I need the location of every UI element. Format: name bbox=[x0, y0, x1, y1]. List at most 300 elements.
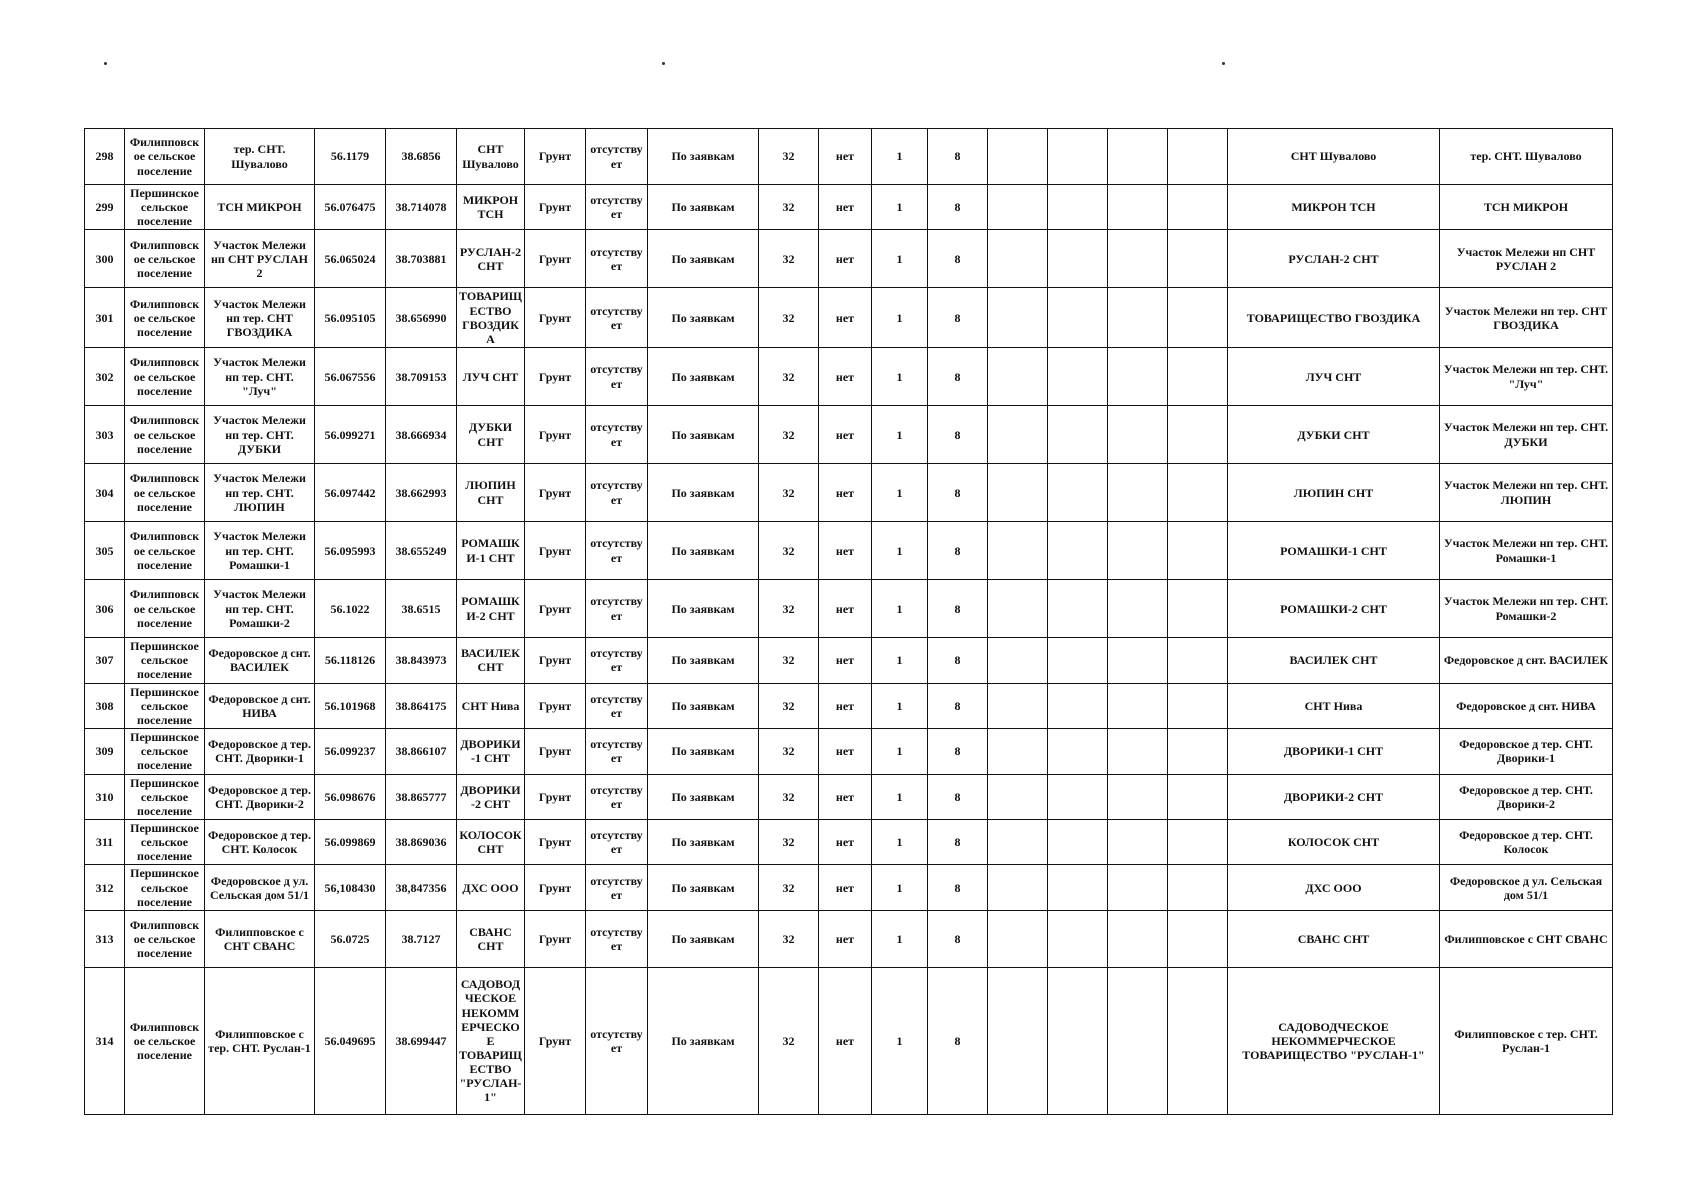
container-count-cell: 1 bbox=[872, 522, 928, 580]
empty-cell-cell bbox=[1048, 774, 1108, 819]
surface-type-cell: Грунт bbox=[525, 819, 586, 864]
settlement-cell: Першинское сельское поселение bbox=[125, 865, 205, 910]
empty-cell-cell bbox=[988, 129, 1048, 185]
shelter-cell: отсутствует bbox=[586, 348, 648, 406]
surface-type-cell: Грунт bbox=[525, 348, 586, 406]
schedule-cell: По заявкам bbox=[648, 819, 759, 864]
latitude-cell: 56.076475 bbox=[315, 185, 386, 230]
row-number-cell: 301 bbox=[85, 288, 125, 348]
empty-cell-cell bbox=[988, 910, 1048, 967]
surface-type-cell: Грунт bbox=[525, 230, 586, 288]
total-volume-cell: 8 bbox=[928, 406, 988, 464]
volume-cell: 32 bbox=[759, 967, 819, 1114]
settlement-cell: Першинское сельское поселение bbox=[125, 185, 205, 230]
empty-cell-cell bbox=[1108, 967, 1168, 1114]
empty-cell-cell bbox=[988, 638, 1048, 683]
empty-cell-cell bbox=[1168, 729, 1228, 774]
empty-cell-cell bbox=[1168, 348, 1228, 406]
latitude-cell: 56.0725 bbox=[315, 910, 386, 967]
volume-cell: 32 bbox=[759, 464, 819, 522]
row-number-cell: 302 bbox=[85, 348, 125, 406]
site-name-cell: СНТ Шувалово bbox=[457, 129, 525, 185]
address-cell: Участок Мележи нп тер. СНТ. ЛЮПИН bbox=[205, 464, 315, 522]
empty-cell-cell bbox=[1168, 580, 1228, 638]
shelter-cell: отсутствует bbox=[586, 580, 648, 638]
row-number-cell: 299 bbox=[85, 185, 125, 230]
owner-address-cell: Участок Мележи нп тер. СНТ. "Луч" bbox=[1440, 348, 1613, 406]
row-number-cell: 313 bbox=[85, 910, 125, 967]
address-cell: тер. СНТ. Шувалово bbox=[205, 129, 315, 185]
empty-cell-cell bbox=[1108, 288, 1168, 348]
empty-cell-cell bbox=[1048, 406, 1108, 464]
waste-sites-table bbox=[84, 128, 1613, 1115]
owner-address-cell: Участок Мележи нп СНТ РУСЛАН 2 bbox=[1440, 230, 1613, 288]
schedule-cell: По заявкам bbox=[648, 288, 759, 348]
shelter-cell: отсутствует bbox=[586, 967, 648, 1114]
shelter-cell: отсутствует bbox=[586, 288, 648, 348]
latitude-cell: 56.099271 bbox=[315, 406, 386, 464]
latitude-cell: 56.099869 bbox=[315, 819, 386, 864]
volume-cell: 32 bbox=[759, 865, 819, 910]
fence-cell: нет bbox=[819, 522, 872, 580]
latitude-cell: 56.067556 bbox=[315, 348, 386, 406]
longitude-cell: 38.6856 bbox=[386, 129, 457, 185]
surface-type-cell: Грунт bbox=[525, 910, 586, 967]
empty-cell-cell bbox=[1108, 729, 1168, 774]
empty-cell-cell bbox=[1168, 522, 1228, 580]
surface-type-cell: Грунт bbox=[525, 729, 586, 774]
site-name-cell: МИКРОН ТСН bbox=[457, 185, 525, 230]
total-volume-cell: 8 bbox=[928, 638, 988, 683]
empty-cell-cell bbox=[1168, 819, 1228, 864]
settlement-cell: Филипповское сельское поселение bbox=[125, 348, 205, 406]
empty-cell-cell bbox=[1048, 288, 1108, 348]
longitude-cell: 38.703881 bbox=[386, 230, 457, 288]
total-volume-cell: 8 bbox=[928, 129, 988, 185]
address-cell: Федоровское д тер. СНТ. Дворики-1 bbox=[205, 729, 315, 774]
address-cell: Участок Мележи нп тер. СНТ. Ромашки-2 bbox=[205, 580, 315, 638]
empty-cell-cell bbox=[1168, 774, 1228, 819]
longitude-cell: 38.656990 bbox=[386, 288, 457, 348]
owner-name-cell: ДХС ООО bbox=[1228, 865, 1440, 910]
latitude-cell: 56.101968 bbox=[315, 683, 386, 728]
schedule-cell: По заявкам bbox=[648, 185, 759, 230]
schedule-cell: По заявкам bbox=[648, 774, 759, 819]
empty-cell-cell bbox=[1048, 230, 1108, 288]
owner-name-cell: ДУБКИ СНТ bbox=[1228, 406, 1440, 464]
volume-cell: 32 bbox=[759, 683, 819, 728]
empty-cell-cell bbox=[1168, 683, 1228, 728]
table-row bbox=[85, 865, 1613, 910]
settlement-cell: Филипповское сельское поселение bbox=[125, 580, 205, 638]
surface-type-cell: Грунт bbox=[525, 638, 586, 683]
longitude-cell: 38.709153 bbox=[386, 348, 457, 406]
row-number-cell: 308 bbox=[85, 683, 125, 728]
address-cell: ТСН МИКРОН bbox=[205, 185, 315, 230]
settlement-cell: Першинское сельское поселение bbox=[125, 683, 205, 728]
owner-address-cell: Участок Мележи нп тер. СНТ. Ромашки-2 bbox=[1440, 580, 1613, 638]
container-count-cell: 1 bbox=[872, 910, 928, 967]
surface-type-cell: Грунт bbox=[525, 774, 586, 819]
total-volume-cell: 8 bbox=[928, 580, 988, 638]
empty-cell-cell bbox=[1048, 910, 1108, 967]
settlement-cell: Филипповское сельское поселение bbox=[125, 910, 205, 967]
total-volume-cell: 8 bbox=[928, 774, 988, 819]
row-number-cell: 312 bbox=[85, 865, 125, 910]
settlement-cell: Филипповское сельское поселение bbox=[125, 230, 205, 288]
longitude-cell: 38.866107 bbox=[386, 729, 457, 774]
shelter-cell: отсутствует bbox=[586, 774, 648, 819]
schedule-cell: По заявкам bbox=[648, 129, 759, 185]
fence-cell: нет bbox=[819, 580, 872, 638]
empty-cell-cell bbox=[1168, 967, 1228, 1114]
longitude-cell: 38.864175 bbox=[386, 683, 457, 728]
surface-type-cell: Грунт bbox=[525, 967, 586, 1114]
scan-dot bbox=[662, 62, 665, 65]
empty-cell-cell bbox=[1108, 185, 1168, 230]
longitude-cell: 38.843973 bbox=[386, 638, 457, 683]
latitude-cell: 56.1022 bbox=[315, 580, 386, 638]
fence-cell: нет bbox=[819, 638, 872, 683]
surface-type-cell: Грунт bbox=[525, 464, 586, 522]
fence-cell: нет bbox=[819, 683, 872, 728]
owner-address-cell: Федоровское д тер. СНТ. Дворики-2 bbox=[1440, 774, 1613, 819]
shelter-cell: отсутствует bbox=[586, 129, 648, 185]
empty-cell-cell bbox=[1048, 129, 1108, 185]
empty-cell-cell bbox=[1108, 348, 1168, 406]
schedule-cell: По заявкам bbox=[648, 464, 759, 522]
container-count-cell: 1 bbox=[872, 683, 928, 728]
table-row bbox=[85, 185, 1613, 230]
surface-type-cell: Грунт bbox=[525, 683, 586, 728]
row-number-cell: 314 bbox=[85, 967, 125, 1114]
schedule-cell: По заявкам bbox=[648, 638, 759, 683]
surface-type-cell: Грунт bbox=[525, 406, 586, 464]
empty-cell-cell bbox=[988, 729, 1048, 774]
empty-cell-cell bbox=[1168, 910, 1228, 967]
empty-cell-cell bbox=[988, 865, 1048, 910]
surface-type-cell: Грунт bbox=[525, 865, 586, 910]
fence-cell: нет bbox=[819, 185, 872, 230]
fence-cell: нет bbox=[819, 464, 872, 522]
volume-cell: 32 bbox=[759, 522, 819, 580]
owner-name-cell: ВАСИЛЕК СНТ bbox=[1228, 638, 1440, 683]
owner-name-cell: СНТ Нива bbox=[1228, 683, 1440, 728]
owner-name-cell: РОМАШКИ-1 СНТ bbox=[1228, 522, 1440, 580]
empty-cell-cell bbox=[1048, 819, 1108, 864]
total-volume-cell: 8 bbox=[928, 464, 988, 522]
schedule-cell: По заявкам bbox=[648, 910, 759, 967]
settlement-cell: Филипповское сельское поселение bbox=[125, 129, 205, 185]
container-count-cell: 1 bbox=[872, 865, 928, 910]
table-row bbox=[85, 522, 1613, 580]
owner-address-cell: Участок Мележи нп тер. СНТ ГВОЗДИКА bbox=[1440, 288, 1613, 348]
total-volume-cell: 8 bbox=[928, 288, 988, 348]
volume-cell: 32 bbox=[759, 406, 819, 464]
empty-cell-cell bbox=[1048, 580, 1108, 638]
longitude-cell: 38.865777 bbox=[386, 774, 457, 819]
latitude-cell: 56.049695 bbox=[315, 967, 386, 1114]
fence-cell: нет bbox=[819, 865, 872, 910]
shelter-cell: отсутствует bbox=[586, 522, 648, 580]
owner-name-cell: СВАНС СНТ bbox=[1228, 910, 1440, 967]
latitude-cell: 56.097442 bbox=[315, 464, 386, 522]
owner-address-cell: Федоровское д снт. ВАСИЛЕК bbox=[1440, 638, 1613, 683]
schedule-cell: По заявкам bbox=[648, 580, 759, 638]
address-cell: Участок Мележи нп СНТ РУСЛАН 2 bbox=[205, 230, 315, 288]
fence-cell: нет bbox=[819, 910, 872, 967]
schedule-cell: По заявкам bbox=[648, 522, 759, 580]
row-number-cell: 305 bbox=[85, 522, 125, 580]
latitude-cell: 56,108430 bbox=[315, 865, 386, 910]
site-name-cell: РОМАШКИ-2 СНТ bbox=[457, 580, 525, 638]
latitude-cell: 56.095993 bbox=[315, 522, 386, 580]
latitude-cell: 56.1179 bbox=[315, 129, 386, 185]
fence-cell: нет bbox=[819, 348, 872, 406]
empty-cell-cell bbox=[1108, 819, 1168, 864]
total-volume-cell: 8 bbox=[928, 185, 988, 230]
schedule-cell: По заявкам bbox=[648, 865, 759, 910]
table-row bbox=[85, 464, 1613, 522]
shelter-cell: отсутствует bbox=[586, 185, 648, 230]
address-cell: Участок Мележи нп тер. СНТ ГВОЗДИКА bbox=[205, 288, 315, 348]
owner-address-cell: Участок Мележи нп тер. СНТ. Ромашки-1 bbox=[1440, 522, 1613, 580]
site-name-cell: СНТ Нива bbox=[457, 683, 525, 728]
empty-cell-cell bbox=[1108, 580, 1168, 638]
address-cell: Филипповское с тер. СНТ. Руслан-1 bbox=[205, 967, 315, 1114]
container-count-cell: 1 bbox=[872, 580, 928, 638]
address-cell: Участок Мележи нп тер. СНТ. ДУБКИ bbox=[205, 406, 315, 464]
empty-cell-cell bbox=[988, 464, 1048, 522]
table-row bbox=[85, 406, 1613, 464]
row-number-cell: 310 bbox=[85, 774, 125, 819]
latitude-cell: 56.118126 bbox=[315, 638, 386, 683]
owner-address-cell: Федоровское д снт. НИВА bbox=[1440, 683, 1613, 728]
empty-cell-cell bbox=[1108, 638, 1168, 683]
scan-dot bbox=[1222, 62, 1225, 65]
site-name-cell: ДУБКИ СНТ bbox=[457, 406, 525, 464]
fence-cell: нет bbox=[819, 774, 872, 819]
volume-cell: 32 bbox=[759, 288, 819, 348]
shelter-cell: отсутствует bbox=[586, 819, 648, 864]
owner-address-cell: Участок Мележи нп тер. СНТ. ДУБКИ bbox=[1440, 406, 1613, 464]
latitude-cell: 56.095105 bbox=[315, 288, 386, 348]
schedule-cell: По заявкам bbox=[648, 230, 759, 288]
empty-cell-cell bbox=[1168, 464, 1228, 522]
longitude-cell: 38,847356 bbox=[386, 865, 457, 910]
empty-cell-cell bbox=[1168, 129, 1228, 185]
empty-cell-cell bbox=[988, 580, 1048, 638]
owner-address-cell: Филипповское с СНТ СВАНС bbox=[1440, 910, 1613, 967]
settlement-cell: Першинское сельское поселение bbox=[125, 774, 205, 819]
owner-name-cell: КОЛОСОК СНТ bbox=[1228, 819, 1440, 864]
empty-cell-cell bbox=[1108, 910, 1168, 967]
shelter-cell: отсутствует bbox=[586, 729, 648, 774]
volume-cell: 32 bbox=[759, 185, 819, 230]
site-name-cell: САДОВОДЧЕСКОЕ НЕКОММЕРЧЕСКОЕ ТОВАРИЩЕСТВО "РУСЛАН-1" bbox=[457, 967, 525, 1114]
owner-address-cell: Федоровское д тер. СНТ. Колосок bbox=[1440, 819, 1613, 864]
schedule-cell: По заявкам bbox=[648, 348, 759, 406]
owner-address-cell: Филипповское с тер. СНТ. Руслан-1 bbox=[1440, 967, 1613, 1114]
row-number-cell: 307 bbox=[85, 638, 125, 683]
empty-cell-cell bbox=[1048, 683, 1108, 728]
row-number-cell: 309 bbox=[85, 729, 125, 774]
total-volume-cell: 8 bbox=[928, 819, 988, 864]
empty-cell-cell bbox=[1048, 729, 1108, 774]
site-name-cell: РОМАШКИ-1 СНТ bbox=[457, 522, 525, 580]
table-row bbox=[85, 288, 1613, 348]
total-volume-cell: 8 bbox=[928, 230, 988, 288]
longitude-cell: 38.666934 bbox=[386, 406, 457, 464]
schedule-cell: По заявкам bbox=[648, 683, 759, 728]
volume-cell: 32 bbox=[759, 580, 819, 638]
shelter-cell: отсутствует bbox=[586, 910, 648, 967]
container-count-cell: 1 bbox=[872, 729, 928, 774]
container-count-cell: 1 bbox=[872, 230, 928, 288]
owner-name-cell: МИКРОН ТСН bbox=[1228, 185, 1440, 230]
owner-name-cell: РОМАШКИ-2 СНТ bbox=[1228, 580, 1440, 638]
empty-cell-cell bbox=[988, 230, 1048, 288]
empty-cell-cell bbox=[1168, 638, 1228, 683]
volume-cell: 32 bbox=[759, 348, 819, 406]
longitude-cell: 38.6515 bbox=[386, 580, 457, 638]
site-name-cell: ЛЮПИН СНТ bbox=[457, 464, 525, 522]
container-count-cell: 1 bbox=[872, 406, 928, 464]
owner-name-cell: ДВОРИКИ-1 СНТ bbox=[1228, 729, 1440, 774]
volume-cell: 32 bbox=[759, 910, 819, 967]
site-name-cell: ДХС ООО bbox=[457, 865, 525, 910]
owner-name-cell: САДОВОДЧЕСКОЕ НЕКОММЕРЧЕСКОЕ ТОВАРИЩЕСТВО "РУСЛАН-1" bbox=[1228, 967, 1440, 1114]
site-name-cell: ДВОРИКИ-1 СНТ bbox=[457, 729, 525, 774]
address-cell: Федоровское д снт. НИВА bbox=[205, 683, 315, 728]
scan-dot bbox=[104, 62, 107, 65]
settlement-cell: Филипповское сельское поселение bbox=[125, 967, 205, 1114]
surface-type-cell: Грунт bbox=[525, 522, 586, 580]
empty-cell-cell bbox=[1048, 865, 1108, 910]
empty-cell-cell bbox=[1108, 683, 1168, 728]
empty-cell-cell bbox=[1048, 967, 1108, 1114]
table-row bbox=[85, 819, 1613, 864]
empty-cell-cell bbox=[1048, 638, 1108, 683]
empty-cell-cell bbox=[1108, 774, 1168, 819]
owner-address-cell: Федоровское д ул. Сельская дом 51/1 bbox=[1440, 865, 1613, 910]
fence-cell: нет bbox=[819, 288, 872, 348]
table-row bbox=[85, 967, 1613, 1114]
empty-cell-cell bbox=[988, 683, 1048, 728]
total-volume-cell: 8 bbox=[928, 683, 988, 728]
total-volume-cell: 8 bbox=[928, 910, 988, 967]
site-name-cell: СВАНС СНТ bbox=[457, 910, 525, 967]
surface-type-cell: Грунт bbox=[525, 288, 586, 348]
table-row bbox=[85, 774, 1613, 819]
owner-name-cell: ЛЮПИН СНТ bbox=[1228, 464, 1440, 522]
fence-cell: нет bbox=[819, 230, 872, 288]
surface-type-cell: Грунт bbox=[525, 185, 586, 230]
settlement-cell: Першинское сельское поселение bbox=[125, 638, 205, 683]
site-name-cell: ЛУЧ СНТ bbox=[457, 348, 525, 406]
schedule-cell: По заявкам bbox=[648, 406, 759, 464]
fence-cell: нет bbox=[819, 967, 872, 1114]
shelter-cell: отсутствует bbox=[586, 865, 648, 910]
fence-cell: нет bbox=[819, 819, 872, 864]
longitude-cell: 38.699447 bbox=[386, 967, 457, 1114]
container-count-cell: 1 bbox=[872, 288, 928, 348]
address-cell: Участок Мележи нп тер. СНТ. "Луч" bbox=[205, 348, 315, 406]
address-cell: Федоровское д ул. Сельская дом 51/1 bbox=[205, 865, 315, 910]
table-row bbox=[85, 580, 1613, 638]
row-number-cell: 311 bbox=[85, 819, 125, 864]
surface-type-cell: Грунт bbox=[525, 129, 586, 185]
schedule-cell: По заявкам bbox=[648, 729, 759, 774]
table-row bbox=[85, 910, 1613, 967]
container-count-cell: 1 bbox=[872, 819, 928, 864]
settlement-cell: Филипповское сельское поселение bbox=[125, 406, 205, 464]
row-number-cell: 298 bbox=[85, 129, 125, 185]
container-count-cell: 1 bbox=[872, 638, 928, 683]
settlement-cell: Филипповское сельское поселение bbox=[125, 522, 205, 580]
container-count-cell: 1 bbox=[872, 348, 928, 406]
row-number-cell: 300 bbox=[85, 230, 125, 288]
settlement-cell: Филипповское сельское поселение bbox=[125, 464, 205, 522]
settlement-cell: Филипповское сельское поселение bbox=[125, 288, 205, 348]
empty-cell-cell bbox=[1168, 865, 1228, 910]
empty-cell-cell bbox=[1048, 522, 1108, 580]
owner-address-cell: Участок Мележи нп тер. СНТ. ЛЮПИН bbox=[1440, 464, 1613, 522]
empty-cell-cell bbox=[1108, 230, 1168, 288]
container-count-cell: 1 bbox=[872, 129, 928, 185]
empty-cell-cell bbox=[1048, 348, 1108, 406]
empty-cell-cell bbox=[1168, 185, 1228, 230]
total-volume-cell: 8 bbox=[928, 348, 988, 406]
fence-cell: нет bbox=[819, 729, 872, 774]
table-row bbox=[85, 230, 1613, 288]
owner-address-cell: тер. СНТ. Шувалово bbox=[1440, 129, 1613, 185]
owner-name-cell: ЛУЧ СНТ bbox=[1228, 348, 1440, 406]
volume-cell: 32 bbox=[759, 638, 819, 683]
surface-type-cell: Грунт bbox=[525, 580, 586, 638]
settlement-cell: Першинское сельское поселение bbox=[125, 729, 205, 774]
longitude-cell: 38.714078 bbox=[386, 185, 457, 230]
empty-cell-cell bbox=[988, 288, 1048, 348]
site-name-cell: ТОВАРИЩЕСТВО ГВОЗДИКА bbox=[457, 288, 525, 348]
empty-cell-cell bbox=[988, 406, 1048, 464]
address-cell: Филипповское с СНТ СВАНС bbox=[205, 910, 315, 967]
empty-cell-cell bbox=[1048, 185, 1108, 230]
address-cell: Федоровское д тер. СНТ. Дворики-2 bbox=[205, 774, 315, 819]
shelter-cell: отсутствует bbox=[586, 464, 648, 522]
schedule-cell: По заявкам bbox=[648, 967, 759, 1114]
shelter-cell: отсутствует bbox=[586, 406, 648, 464]
longitude-cell: 38.7127 bbox=[386, 910, 457, 967]
empty-cell-cell bbox=[1048, 464, 1108, 522]
fence-cell: нет bbox=[819, 406, 872, 464]
volume-cell: 32 bbox=[759, 129, 819, 185]
owner-name-cell: СНТ Шувалово bbox=[1228, 129, 1440, 185]
empty-cell-cell bbox=[1108, 129, 1168, 185]
volume-cell: 32 bbox=[759, 774, 819, 819]
table-row bbox=[85, 729, 1613, 774]
site-name-cell: ВАСИЛЕК СНТ bbox=[457, 638, 525, 683]
container-count-cell: 1 bbox=[872, 464, 928, 522]
empty-cell-cell bbox=[988, 522, 1048, 580]
settlement-cell: Першинское сельское поселение bbox=[125, 819, 205, 864]
empty-cell-cell bbox=[988, 185, 1048, 230]
shelter-cell: отсутствует bbox=[586, 230, 648, 288]
table-row bbox=[85, 638, 1613, 683]
table-row bbox=[85, 683, 1613, 728]
total-volume-cell: 8 bbox=[928, 967, 988, 1114]
table-row bbox=[85, 129, 1613, 185]
